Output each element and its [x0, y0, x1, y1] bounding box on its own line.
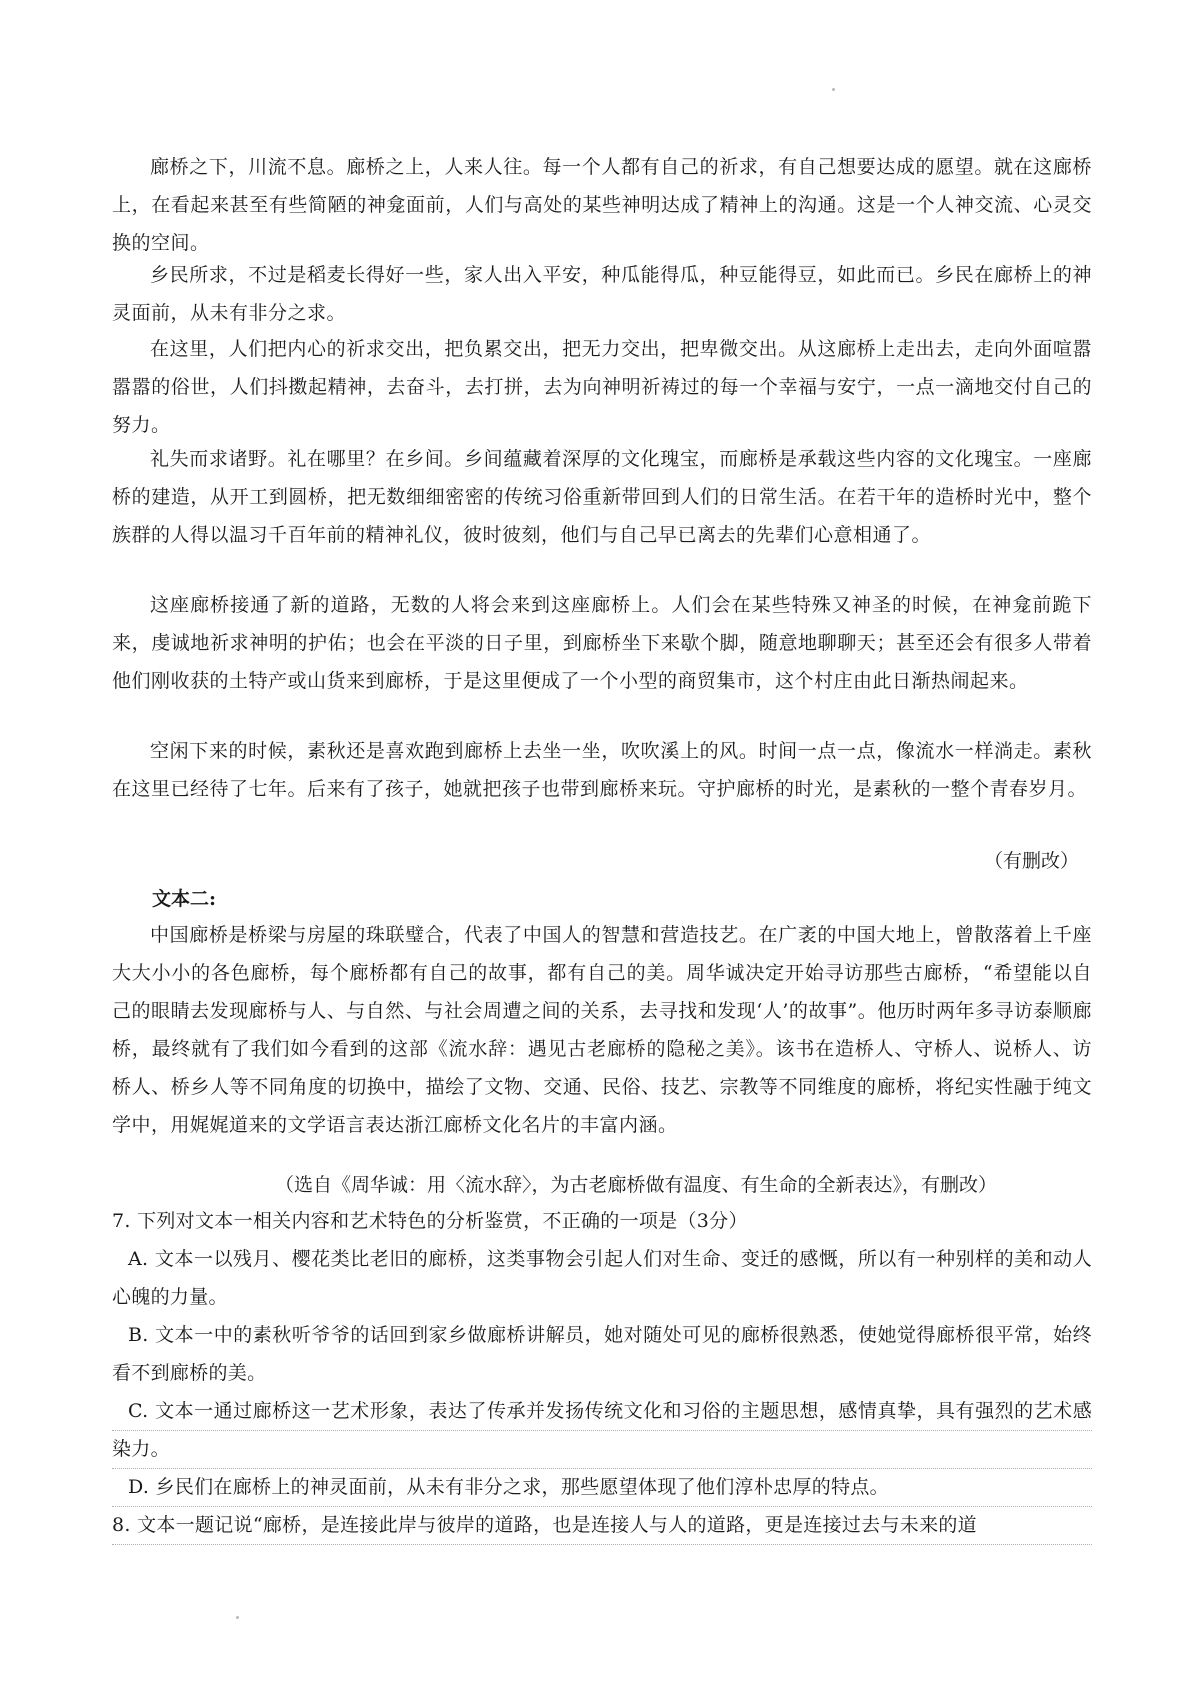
text-one-paragraph-6: 空闲下来的时候，素秋还是喜欢跑到廊桥上去坐一坐，吹吹溪上的风。时间一点一点，像流水一样淌走。素秋在这里已经待了七年。后来有了孩子，她就把孩子也带到廊桥来玩。守护廊桥的时光，是素秋的一整个青春岁月。 — [112, 740, 1092, 800]
text-one-paragraph-2: 乡民所求，不过是稻麦长得好一些，家人出入平安，种瓜能得瓜，种豆能得豆，如此而已。乡民在廊桥上的神灵面前，从未有非分之求。 — [112, 264, 1092, 324]
text-one-edit-note: （有删改） — [984, 850, 1080, 872]
text-one-paragraph-1: 廊桥之下，川流不息。廊桥之上，人来人往。每一个人都有自己的祈求，有自己想要达成的愿望。就在这廊桥上，在看起来甚至有些简陋的神龛面前，人们与高处的某些神明达成了精神上的沟通。这是一个人神交流、心灵交换的空间。 — [112, 156, 1092, 254]
scan-speck — [832, 88, 835, 91]
answer-dotted-line — [112, 1544, 1092, 1545]
text-one-paragraph-3: 在这里，人们把内心的祈求交出，把负累交出，把无力交出，把卑微交出。从这廊桥上走出去，走向外面喧嚣嚣嚣的俗世，人们抖擞起精神，去奋斗，去打拼，去为向神明祈祷过的每一个幸福与安宁，一点一滴地交付自己的努力。 — [112, 338, 1092, 436]
text-one-paragraph-4: 礼失而求诸野。礼在哪里？在乡间。乡间蕴藏着深厚的文化瑰宝，而廊桥是承载这些内容的文化瑰宝。一座廊桥的建造，从开工到圆桥，把无数细细密密的传统习俗重新带回到人们的日常生活。在若干年的造桥时光中，整个族群的人得以温习千百年前的精神礼仪，彼时彼刻，他们与自己早已离去的先辈们心意相通了。 — [112, 448, 1092, 546]
question-7-option-b: B. 文本一中的素秋听爷爷的话回到家乡做廊桥讲解员，她对随处可见的廊桥很熟悉，使她觉得廊桥很平常，始终看不到廊桥的美。 — [112, 1324, 1092, 1384]
question-8-stem: 8. 文本一题记说“廊桥，是连接此岸与彼岸的道路，也是连接人与人的道路，更是连接过去与未来的道 — [112, 1514, 977, 1536]
text-two-paragraph: 中国廊桥是桥梁与房屋的珠联璧合，代表了中国人的智慧和营造技艺。在广袤的中国大地上，曾散落着上千座大大小小的各色廊桥，每个廊桥都有自己的故事，都有自己的美。周华诚决定开始寻访那些古廊桥，“希望能以自己的眼睛去发现廊桥与人、与自然、与社会周遭之间的关系，去寻找和发现‘人’的故事”。他历时两年多寻访泰顺廊桥，最终就有了我们如今看到的这部《流水辞：遇见古老廊桥的隐秘之美》。该书在造桥人、守桥人、说桥人、访桥人、桥乡人等不同角度的切换中，描绘了文物、交通、民俗、技艺、宗教等不同维度的廊桥，将纪实性融于纯文学中，用娓娓道来的文学语言表达浙江廊桥文化名片的丰富内涵。 — [112, 924, 1092, 1136]
text-two-source: （选自《周华诚：用〈流水辞〉，为古老廊桥做有温度、有生命的全新表达》，有删改） — [275, 1174, 998, 1196]
scan-speck — [236, 1616, 239, 1619]
question-7-stem: 7. 下列对文本一相关内容和艺术特色的分析鉴赏，不正确的一项是（3分） — [112, 1210, 748, 1232]
text-two-heading: 文本二: — [152, 888, 217, 910]
question-7-option-d: D. 乡民们在廊桥上的神灵面前，从未有非分之求，那些愿望体现了他们淳朴忠厚的特点。 — [128, 1476, 889, 1498]
text-one-paragraph-5: 这座廊桥接通了新的道路，无数的人将会来到这座廊桥上。人们会在某些特殊又神圣的时候，在神龛前跪下来，虔诚地祈求神明的护佑；也会在平淡的日子里，到廊桥坐下来歇个脚，随意地聊聊天；甚至还会有很多人带着他们刚收获的土特产或山货来到廊桥，于是这里便成了一个小型的商贸集市，这个村庄由此日渐热闹起来。 — [112, 594, 1092, 692]
question-7-option-c: C. 文本一通过廊桥这一艺术形象，表达了传承并发扬传统文化和习俗的主题思想，感情真挚，具有强烈的艺术感染力。 — [112, 1400, 1092, 1460]
question-7-option-a: A. 文本一以残月、樱花类比老旧的廊桥，这类事物会引起人们对生命、变迁的感慨，所以有一种别样的美和动人心魄的力量。 — [112, 1248, 1092, 1308]
